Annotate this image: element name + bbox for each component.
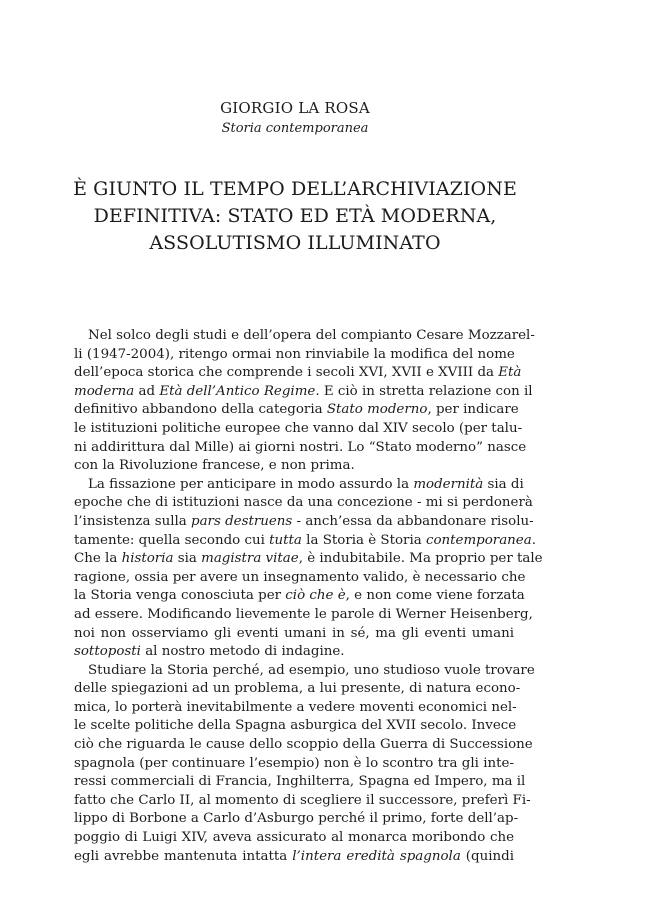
body-line [74,736,533,755]
text-run: Che la [74,551,122,567]
text-run: La fissazione per anticipare in modo assurdo la [88,476,414,492]
text-run: delle spiegazioni ad un problema, a lui presente, di natura econo- [74,681,521,697]
italic-text: modernità [413,476,484,492]
author-affiliation: Storia contemporanea [221,121,369,136]
text-run: le scelte politiche della Spagna asburgica del XVII secolo. Invece [74,718,517,734]
text-run: egli avrebbe mantenuta intatta [74,848,293,864]
italic-text: contemporanea [425,532,532,548]
body-line [74,401,519,420]
text-run: poggio di Luigi XIV, aveva assicurato al monarca moribondo che [74,830,514,846]
italic-text: historia [121,551,174,567]
text-run: le istituzioni politiche europee che vanno dal XIV secolo (per talu- [74,420,523,436]
body-line [74,513,534,532]
italic-text: ciò che è [285,588,346,604]
author-name: GIORGIO LA ROSA [220,99,370,117]
body-line [74,680,521,699]
text-run: con la Rivoluzione francese, e non prima. [74,458,355,474]
text-run: ad essere. Modificando lievemente le parole di Werner Heisenberg, [74,606,533,622]
body-line [74,439,527,458]
body-line [74,717,517,736]
title-line: DEFINITIVA: STATO ED ETÀ MODERNA, [93,205,497,227]
body-line [74,792,531,811]
text-run: ragione, ossia per avere un insegnamento valido, è necessario che [74,569,526,585]
body-line [74,699,517,718]
body-line [74,457,514,476]
body-line [74,829,514,848]
text-run: sia di [483,476,524,492]
text-run: la Storia è Storia [301,532,426,548]
text-run: ad [134,383,160,399]
text-run: ni addirittura dal Mille) ai giorni nostri. Lo “Stato moderno” nasce [74,439,527,455]
text-run: ciò che riguarda le cause dello scoppio della Guerra di Successione [74,737,533,753]
text-run: . E ciò in stretta relazione con il [315,383,533,399]
italic-text: Età dell’Antico Regime [159,383,316,399]
body-line [74,810,519,829]
text-run: - anch’essa da abbandonare risolu- [292,513,534,529]
text-run: spagnola (per continuare l’esempio) non è lo scontro tra gli inte- [74,755,514,771]
body-line [74,532,536,551]
text-run: Studiare la Storia perché, ad esempio, uno studioso vuole trovare [88,662,535,678]
italic-text: l’intera eredità spagnola [292,848,461,864]
body-line [74,606,533,625]
body-line [74,587,525,606]
body-line [74,383,533,402]
text-run: ressi commerciali di Francia, Inghilterra, Spagna ed Impero, ma il [74,774,526,790]
text-run: lippo di Borbone a Carlo d’Asburgo perché il primo, forte dell’ap- [74,811,519,827]
italic-text: moderna [74,383,135,399]
italic-text: Età [498,365,522,381]
body-line [74,773,526,792]
text-run: noi non osserviamo gli eventi umani in sé, ma gli eventi umani [74,625,514,641]
body-line [74,569,526,588]
article-title [60,176,530,257]
text-run: Nel solco degli studi e dell’opera del compianto Cesare Mozzarel- [88,328,535,343]
body-line [74,662,535,681]
body-line [74,755,514,774]
text-run: li (1947-2004), ritengo ormai non rinviabile la modifica del nome [74,346,515,362]
body-line [74,494,533,513]
body-line [74,364,522,383]
text-run: al nostro metodo di indagine. [140,644,345,660]
body-line [74,625,514,644]
italic-text: pars destruens [191,513,293,529]
text-run: (quindi [460,848,514,864]
body-line [74,476,524,495]
title-line: È GIUNTO IL TEMPO DELL’ARCHIVIAZIONE [73,178,517,200]
body-line [74,550,543,569]
text-run: la Storia venga conosciuta per [74,588,286,604]
body-line [74,420,523,439]
text-run: , è indubitabile. Ma proprio per tale [298,551,543,567]
text-run: dell’epoca storica che comprende i secoli XVI, XVII e XVIII da [74,365,499,381]
body-line [74,643,514,662]
text-run: l’insistenza sulla [74,513,191,529]
text-run: sia [173,551,202,567]
body-line [74,848,514,867]
text-run: , e non come viene forzata [345,588,525,604]
text-run: epoche che di istituzioni nasce da una concezione - mi si perdonerà [74,495,533,511]
text-run: definitivo abbandono della categoria [74,402,327,418]
text-run: , per indicare [427,402,519,418]
italic-text: sottoposti [74,644,141,660]
body-line [74,346,514,365]
italic-text: magistra vitae [201,551,299,567]
italic-text: tutta [269,532,302,548]
body-text [74,327,543,866]
title-line: ASSOLUTISMO ILLUMINATO [149,232,441,254]
text-run: fatto che Carlo II, al momento di scegliere il successore, preferì Fi- [74,792,531,808]
text-run: . [531,532,536,548]
text-run: tamente: quella secondo cui [74,532,270,548]
body-line [74,327,535,346]
text-run: mica, lo porterà inevitabilmente a vedere moventi economici nel- [74,699,517,715]
italic-text: Stato moderno [326,402,428,418]
